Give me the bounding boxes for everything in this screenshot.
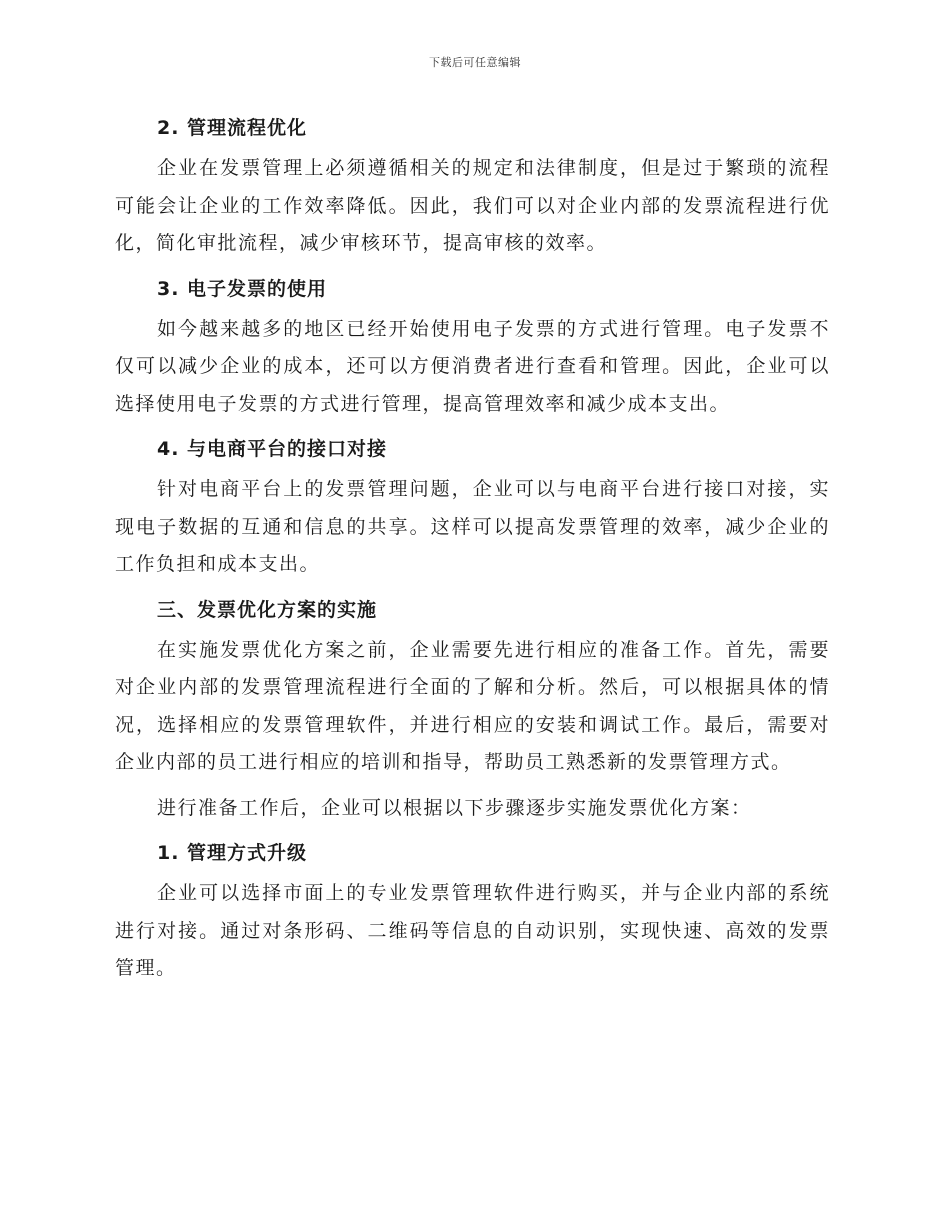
section-heading-process-optimization: 2. 管理流程优化 — [157, 117, 308, 139]
section-paragraph-process-optimization: 企业在发票管理上必须遵循相关的规定和法律制度，但是过于繁琐的流程可能会让企业的工作效率降低。因此，我们可以对企业内部的发票流程进行优化，简化审批流程，减少审核环节，提高审核的效率。 — [115, 157, 830, 254]
implementation-paragraph-preparation: 在实施发票优化方案之前，企业需要先进行相应的准备工作。首先，需要对企业内部的发票管理流程进行全面的了解和分析。然后，可以根据具体的情况，选择相应的发票管理软件，并进行相应的安装和调试工作。最后，需要对企业内部的员工进行相应的培训和指导，帮助员工熟悉新的发票管理方式。 — [115, 638, 830, 773]
page-header-note: 下载后可任意编辑 — [429, 56, 521, 69]
section-heading-ecommerce-interface: 4. 与电商平台的接口对接 — [157, 438, 388, 460]
document-body — [115, 110, 830, 996]
major-heading-implementation: 三、发票优化方案的实施 — [157, 598, 378, 621]
section-paragraph-ecommerce-interface: 针对电商平台上的发票管理问题，企业可以与电商平台进行接口对接，实现电子数据的互通和信息的共享。这样可以提高发票管理的效率，减少企业的工作负担和成本支出。 — [115, 478, 830, 575]
section-paragraph-management-upgrade: 企业可以选择市面上的专业发票管理软件进行购买，并与企业内部的系统进行对接。通过对条形码、二维码等信息的自动识别，实现快速、高效的发票管理。 — [115, 882, 830, 979]
section-heading-e-invoice: 3. 电子发票的使用 — [157, 277, 328, 300]
section-paragraph-e-invoice: 如今越来越多的地区已经开始使用电子发票的方式进行管理。电子发票不仅可以减少企业的成本，还可以方便消费者进行查看和管理。因此，企业可以选择使用电子发票的方式进行管理，提高管理效率和减少成本支出。 — [115, 317, 830, 415]
implementation-paragraph-steps: 进行准备工作后，企业可以根据以下步骤逐步实施发票优化方案： — [157, 796, 752, 819]
section-heading-management-upgrade: 1. 管理方式升级 — [157, 842, 308, 864]
